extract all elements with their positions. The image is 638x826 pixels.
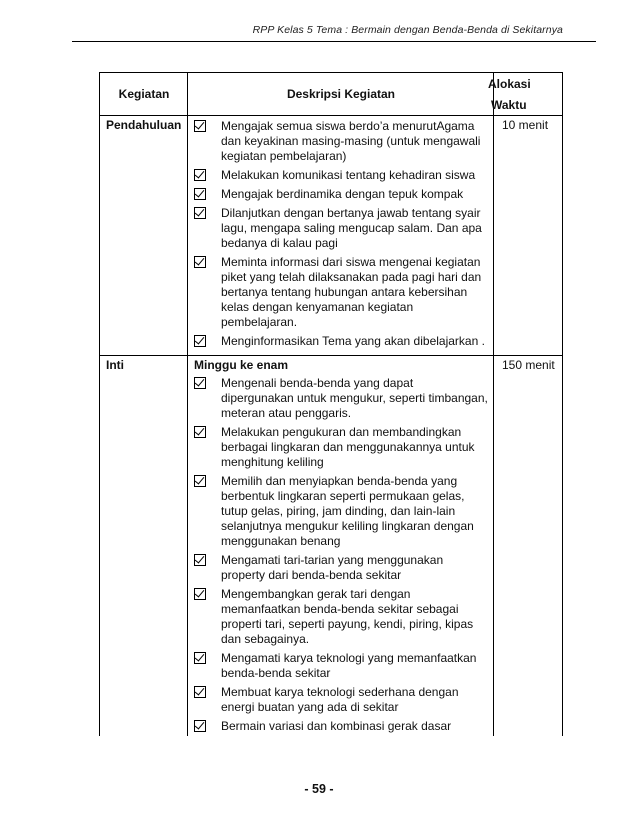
activity-text: Mengamati tari-tarian yang menggunakan property dari benda-benda sekitar <box>221 553 444 582</box>
activity-text: Mengajak berdinamika dengan tepuk kompak <box>221 187 464 201</box>
page-number: - 59 - <box>304 782 334 796</box>
list-item <box>194 425 488 470</box>
list-item <box>194 187 488 202</box>
activity-text: Mengenali benda-benda yang dapat dipergunakan untuk mengukur, seperti timbangan, meteran atau penggaris. <box>221 376 488 420</box>
activity-text: Mengembangkan gerak tari dengan memanfaatkan benda-benda sekitar sebagai properti tari, seperti payung, kendi, piring, kipas dan sebagainya. <box>221 587 474 646</box>
list-item <box>194 719 488 734</box>
list-item <box>194 685 488 715</box>
alokasi-line2: Waktu <box>491 98 527 112</box>
activity-text: Memilih dan menyiapkan benda-benda yang berbentuk lingkaran seperti permukaan gelas, tutup gelas, piring, jam dinding, dan lain-lain selanjutnya mengukur keliling lingkaran dengan menggunakan benang <box>221 474 474 548</box>
checked-box-icon <box>194 377 206 389</box>
checked-box-icon <box>194 652 206 664</box>
column-header-kegiatan: Kegiatan <box>100 73 188 116</box>
row-time: 150 menit <box>494 356 563 737</box>
checked-box-icon <box>194 335 206 347</box>
activity-text: Dilanjutkan dengan bertanya jawab tentang syair lagu, mengapa saling mengucap salam. Dan apa bedanya di kalau pagi <box>221 206 482 250</box>
row-label: Pendahuluan <box>100 116 188 356</box>
activity-text: Menginformasikan Tema yang akan dibelajarkan . <box>221 334 485 348</box>
activity-text: Melakukan pengukuran dan membandingkan berbagai lingkaran dan menggunakannya untuk menghitung keliling <box>221 425 475 469</box>
list-item <box>194 651 488 681</box>
list-item <box>194 255 488 330</box>
checked-box-icon <box>194 475 206 487</box>
checked-box-icon <box>194 686 206 698</box>
activity-text: Mengamati karya teknologi yang memanfaatkan benda-benda sekitar <box>221 651 477 680</box>
row-time: 10 menit <box>494 116 563 356</box>
table-row-pendahuluan <box>100 116 563 356</box>
checked-box-icon <box>194 207 206 219</box>
table-row-inti <box>100 356 563 737</box>
list-item <box>194 553 488 583</box>
activity-table <box>99 72 563 736</box>
alokasi-line1: Alokasi <box>488 77 531 91</box>
checked-box-icon <box>194 588 206 600</box>
list-item <box>194 587 488 647</box>
running-title: RPP Kelas 5 Tema : Bermain dengan Benda-Benda di Sekitarnya <box>252 24 563 36</box>
row-description <box>188 116 494 356</box>
row-label: Inti <box>100 356 188 737</box>
column-header-alokasi <box>488 73 563 116</box>
checked-box-icon <box>194 188 206 200</box>
week-subtitle: Minggu ke enam <box>194 358 289 372</box>
checked-box-icon <box>194 169 206 181</box>
checked-box-icon <box>194 120 206 132</box>
activity-text: Mengajak semua siswa berdo’a menurutAgama dan keyakinan masing-masing (untuk mengawali kegiatan pembelajaran) <box>221 119 481 163</box>
activity-text: Meminta informasi dari siswa mengenai kegiatan piket yang telah dilaksanakan pada pagi hari dan bertanya tentang hubungan antara kebersihan kelas dengan kenyamanan kegiatan pembelajaran. <box>221 255 482 329</box>
activity-text: Bermain variasi dan kombinasi gerak dasar <box>221 719 452 733</box>
table-header-row <box>100 73 563 116</box>
activity-text: Membuat karya teknologi sederhana dengan energi buatan yang ada di sekitar <box>221 685 459 714</box>
activity-list <box>194 119 488 349</box>
list-item <box>194 206 488 251</box>
checked-box-icon <box>194 256 206 268</box>
list-item <box>194 168 488 183</box>
activity-text: Melakukan komunikasi tentang kehadiran siswa <box>221 168 476 182</box>
activity-list <box>194 376 488 734</box>
list-item <box>194 334 488 349</box>
header-rule <box>72 41 596 42</box>
list-item <box>194 376 488 421</box>
checked-box-icon <box>194 720 206 732</box>
list-item <box>194 119 488 164</box>
checked-box-icon <box>194 426 206 438</box>
list-item <box>194 474 488 549</box>
checked-box-icon <box>194 554 206 566</box>
row-description <box>188 356 494 737</box>
column-header-deskripsi: Deskripsi Kegiatan <box>188 73 494 116</box>
